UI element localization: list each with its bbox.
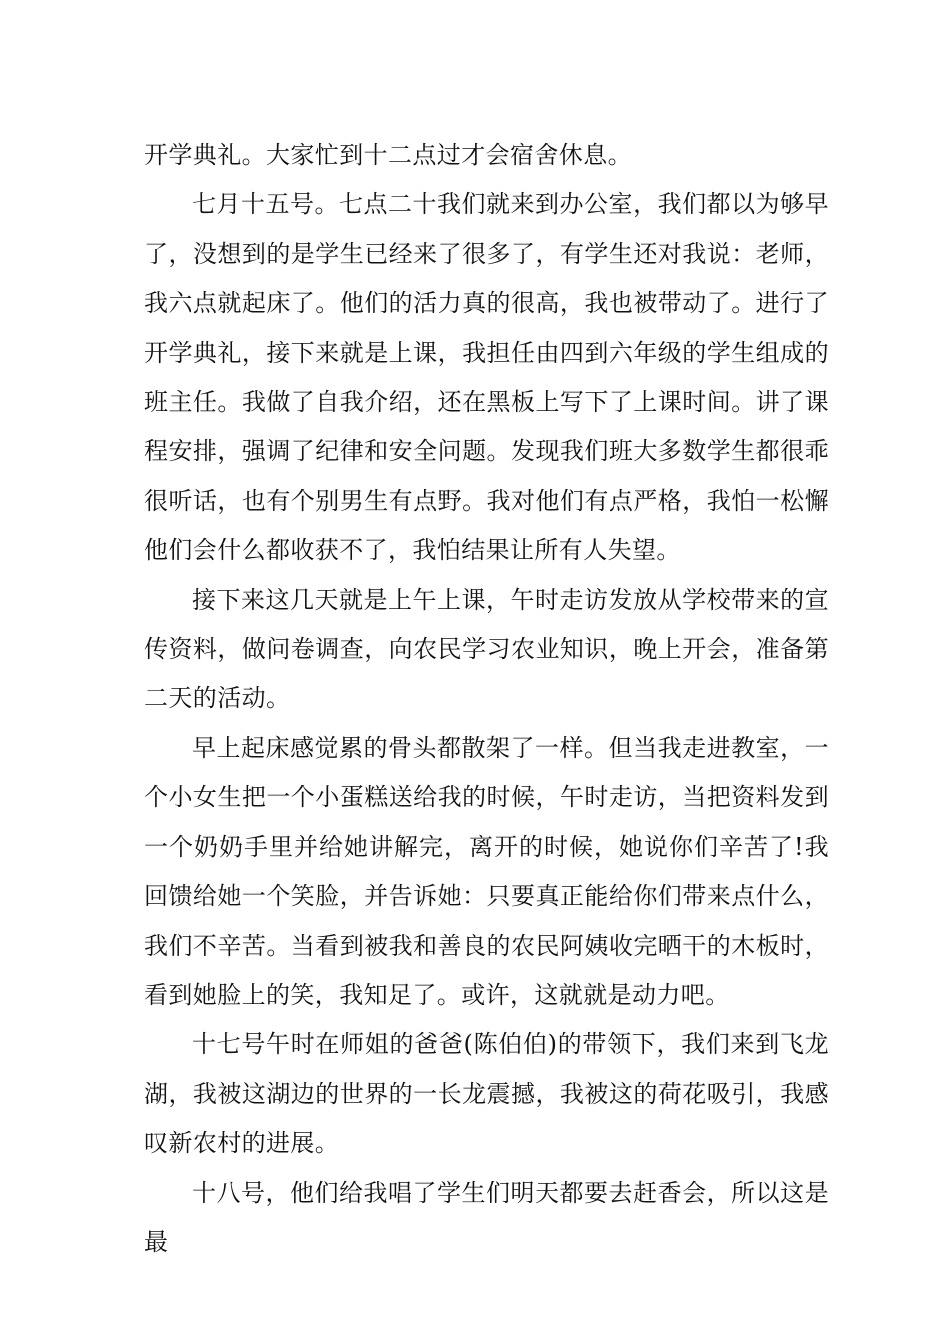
paragraph-18th: 十八号，他们给我唱了学生们明天都要去赶香会，所以这是最 [144,1178,829,1256]
paragraph-following-days: 接下来这几天就是上午上课，午时走访发放从学校带来的宣传资料，做问卷调查，向农民学习农业知识，晚上开会，准备第二天的活动。 [144,585,829,713]
paragraph-17th: 十七号午时在师姐的爸爸(陈伯伯)的带领下，我们来到飞龙湖，我被这湖边的世界的一长龙震撼，我被这的荷花吸引，我感叹新农村的进展。 [144,1030,829,1158]
paragraph-continuation: 开学典礼。大家忙到十二点过才会宿舍休息。 [144,141,632,169]
paragraph-july-15: 七月十五号。七点二十我们就来到办公室，我们都以为够早了，没想到的是学生已经来了很多了，有学生还对我说：老师，我六点就起床了。他们的活力真的很高，我也被带动了。进行了开学典礼，接下来就是上课，我担任由四到六年级的学生组成的班主任。我做了自我介绍，还在黑板上写下了上课时间。讲了课程安排，强调了纪律和安全问题。发现我们班大多数学生都很乖很听话，也有个别男生有点野。我对他们有点严格，我怕一松懈他们会什么都收获不了，我怕结果让所有人失望。 [144,190,829,565]
document-body [144,131,829,1267]
paragraph-morning: 早上起床感觉累的骨头都散架了一样。但当我走进教室，一个小女生把一个小蛋糕送给我的时候，午时走访，当把资料发到一个奶奶手里并给她讲解完，离开的时候，她说你们辛苦了!我回馈给她一个笑脸，并告诉她：只要真正能给你们带来点什么，我们不辛苦。当看到被我和善良的农民阿姨收完晒干的木板时，看到她脸上的笑，我知足了。或许，这就就是动力吧。 [144,733,829,1009]
